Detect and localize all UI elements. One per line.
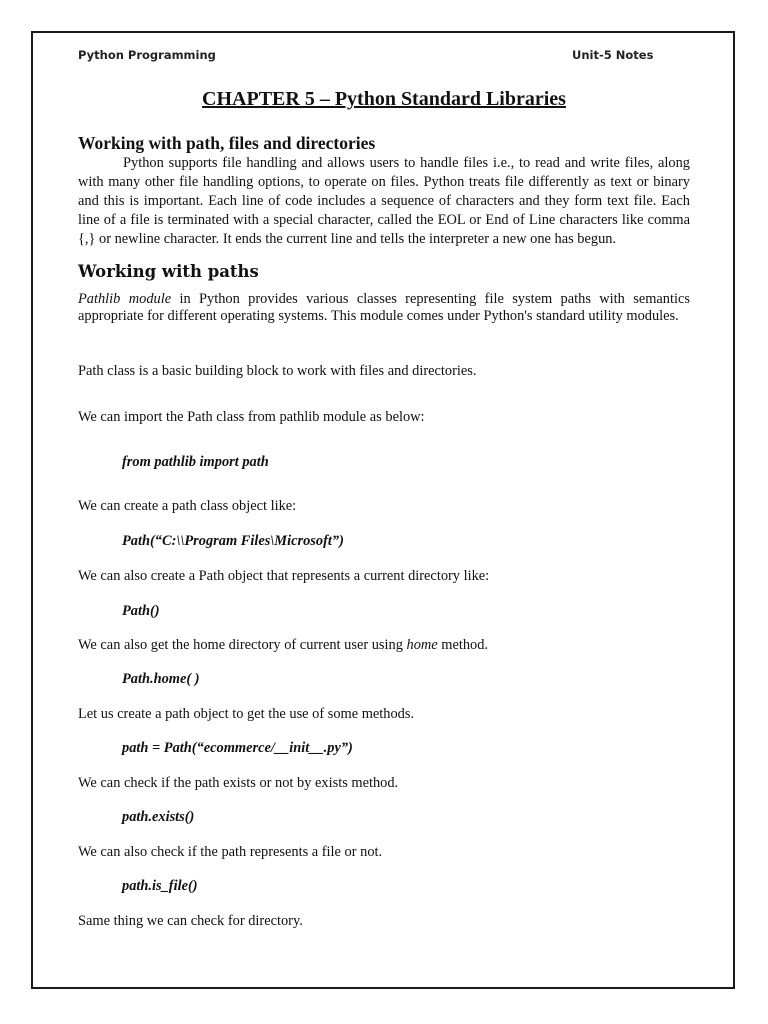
home-code: Path.home( ): [122, 671, 200, 687]
exists-intro-text: We can check if the path exists or not by exists method.: [78, 775, 399, 791]
home-method-term: home: [406, 637, 438, 653]
pathlib-paragraph: [78, 291, 690, 324]
create-intro-text: We can create a path class object like:: [78, 498, 297, 514]
home-intro-text: [78, 637, 488, 654]
exists-code: path.exists(): [122, 809, 195, 825]
path-object-code: path = Path(“ecommerce/__init__.py”): [122, 740, 353, 756]
home-intro-post: method.: [437, 637, 489, 653]
pathlib-description: in Python provides various classes representing file system paths with semantics appropriate for different operating systems. This module comes under Python's standard utility modules.: [78, 291, 690, 324]
import-code: from pathlib import path: [122, 454, 269, 470]
directory-check-text: Same thing we can check for directory.: [78, 913, 303, 929]
chapter-title: CHAPTER 5 – Python Standard Libraries: [202, 88, 566, 110]
import-intro-text: We can import the Path class from pathlib module as below:: [78, 409, 425, 425]
path-class-text: Path class is a basic building block to work with files and directories.: [78, 363, 477, 379]
current-dir-intro-text: We can also create a Path object that represents a current directory like:: [78, 568, 490, 584]
path-object-intro-text: Let us create a path object to get the use of some methods.: [78, 706, 415, 722]
current-dir-code: Path(): [122, 603, 160, 619]
is-file-code: path.is_file(): [122, 878, 198, 894]
section-heading-paths: Working with paths: [78, 262, 259, 281]
header-subject: Python Programming: [78, 48, 216, 62]
intro-paragraph: Python supports file handling and allows users to handle files i.e., to read and write files, along with many other file handling options, to operate on files. Python treats file differently as text or binary and this is important. Each line of code includes a sequence of characters and they form text file. Each line of a file is terminated with a special character, called the EOL or End of Line characters like comma {,} or newline character. It ends the current line and tells the interpreter a new one has begun.: [78, 155, 690, 247]
section-heading-files: Working with path, files and directories: [78, 133, 376, 153]
is-file-intro-text: We can also check if the path represents a file or not.: [78, 844, 383, 860]
home-intro-pre: We can also get the home directory of current user using: [78, 637, 407, 653]
create-code: Path(“C:\\Program Files\Microsoft”): [122, 533, 344, 549]
header-unit: Unit-5 Notes: [572, 48, 654, 62]
pathlib-module-term: Pathlib module: [78, 291, 172, 307]
